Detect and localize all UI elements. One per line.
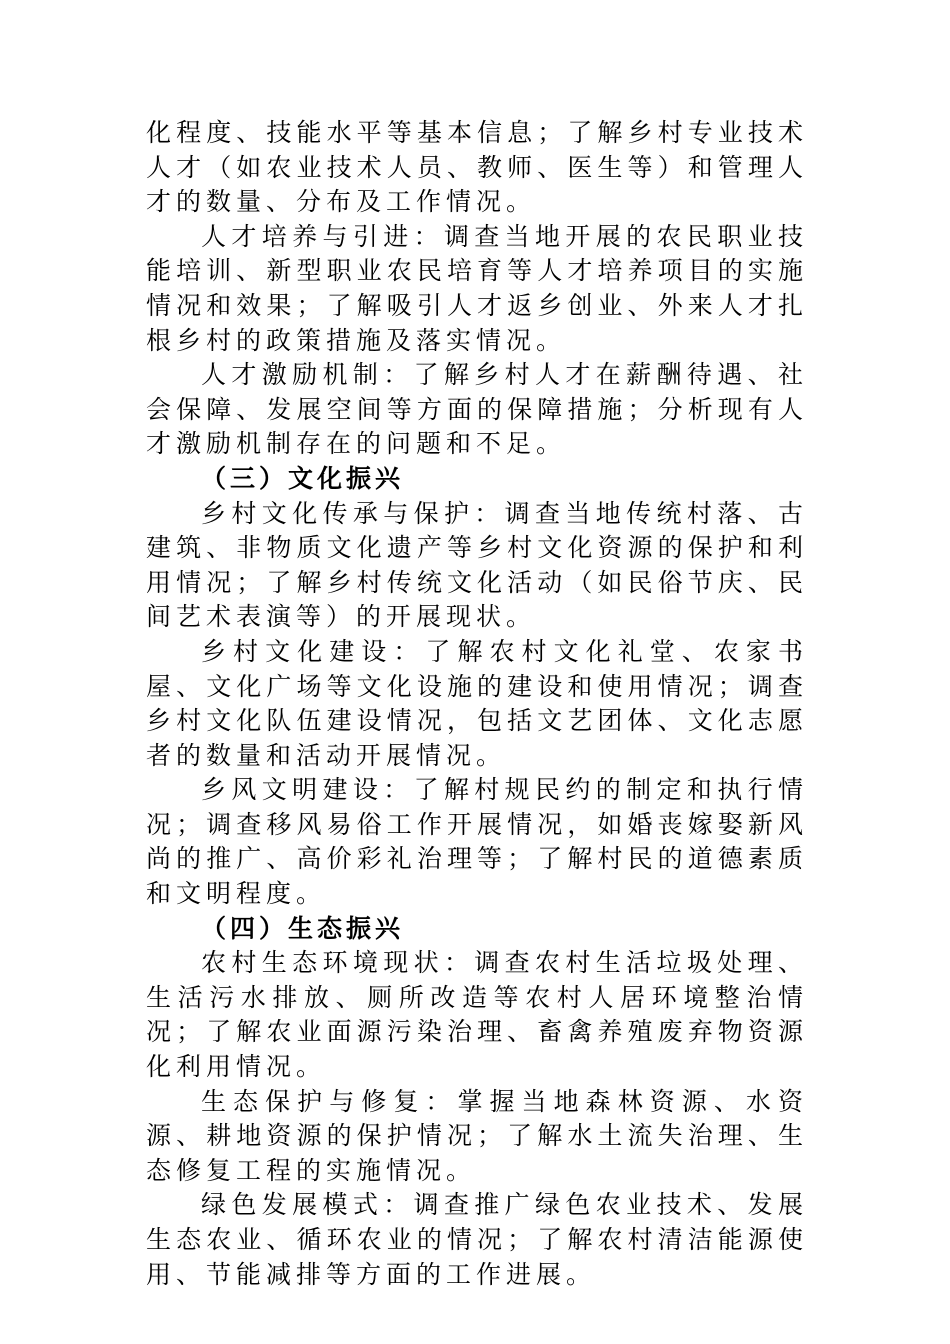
paragraph-culture-heritage: 乡村文化传承与保护：调查当地传统村落、古建筑、非物质文化遗产等乡村文化资源的保护和利用情况；了解乡村传统文化活动（如民俗节庆、民间艺术表演等）的开展现状。 bbox=[146, 498, 808, 632]
paragraph-eco-environment: 农村生态环境现状：调查农村生活垃圾处理、生活污水排放、厕所改造等农村人居环境整治情况；了解农业面源污染治理、畜禽养殖废弃物资源化利用情况。 bbox=[146, 948, 808, 1082]
paragraph-talent-incentive: 人才激励机制：了解乡村人才在薪酬待遇、社会保障、发展空间等方面的保障措施；分析现有人才激励机制存在的问题和不足。 bbox=[146, 360, 808, 459]
section-heading-ecology: （四）生态振兴 bbox=[201, 913, 405, 943]
paragraph-continuation: 化程度、技能水平等基本信息；了解乡村专业技术人才（如农业技术人员、教师、医生等）和管理人才的数量、分布及工作情况。 bbox=[146, 118, 808, 217]
paragraph-eco-protection: 生态保护与修复：掌握当地森林资源、水资源、耕地资源的保护情况；了解水土流失治理、生态修复工程的实施情况。 bbox=[146, 1086, 808, 1185]
paragraph-culture-construction: 乡村文化建设：了解农村文化礼堂、农家书屋、文化广场等文化设施的建设和使用情况；调查乡村文化队伍建设情况，包括文艺团体、文化志愿者的数量和活动开展情况。 bbox=[146, 636, 808, 770]
document-body bbox=[146, 116, 808, 1292]
paragraph-green-development: 绿色发展模式：调查推广绿色农业技术、发展生态农业、循环农业的情况；了解农村清洁能源使用、节能减排等方面的工作进展。 bbox=[146, 1190, 808, 1289]
paragraph-talent-training: 人才培养与引进：调查当地开展的农民职业技能培训、新型职业农民培育等人才培养项目的实施情况和效果；了解吸引人才返乡创业、外来人才扎根乡村的政策措施及落实情况。 bbox=[146, 221, 808, 355]
paragraph-civilized-customs: 乡风文明建设：了解村规民约的制定和执行情况；调查移风易俗工作开展情况，如婚丧嫁娶新风尚的推广、高价彩礼治理等；了解村民的道德素质和文明程度。 bbox=[146, 775, 808, 909]
section-heading-culture: （三）文化振兴 bbox=[201, 463, 405, 493]
